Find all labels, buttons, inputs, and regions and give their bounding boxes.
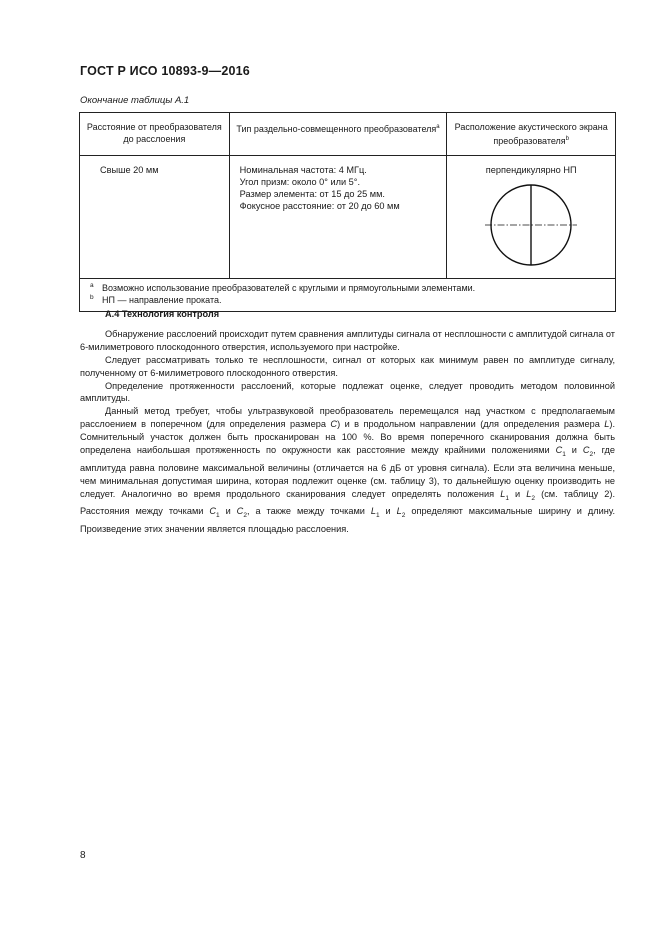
table-caption: Окончание таблицы А.1 (80, 95, 190, 106)
param-size: Размер элемента: от 15 до 25 мм. (239, 189, 385, 199)
table-row (80, 156, 616, 279)
header-screen-position: Расположение акустического экрана преобразователя$^b$ (447, 113, 616, 156)
section-body (80, 308, 615, 536)
footnote-b: b НП — направление проката. (90, 293, 222, 305)
paragraph-2: Следует рассматривать только те несплошности, сигнал от которых как минимум равен по амплитуде сигналу, полученному от 6-милиметрового плоскодонного отверстия. (80, 354, 615, 378)
paragraph-4: Данный метод требует, чтобы ультразвуковой преобразователь перемещался над участком с предполагаемым расслоением в поперечном (для определения размера С) и в продольном направлении (для определения размера L). Сомнительный участок должен быть просканирован на 100 %. Во время поперечного сканирования должна быть определена наибольшая протяженность по окружности как расстояние между крайними положениями $C_1$ и $C_2$, где амплитуда равна половине максимальной величины (отличается на 6 дБ от уровня сигнала). Если эта величина меньше, чем минимальная допустимая ширина, которая подлежит оценке (см. таблицу 3), то дальнейшую оценку производить не следует. Аналогично во время продольного сканирования следует определять положения $L_1$ и $L_2$ (см. таблицу 2). Расстояния между точками $C_1$ и $C_2$, а также между точками $L_1$ и $L_2$ определяют максимальные ширину и длину. Произведение этих значении является площадью расслоения. (80, 406, 616, 535)
param-angle: Угол призм: около 0° или 5°. (239, 177, 361, 187)
header-transducer-type: Тип раздельно-совмещенного преобразователя$^a$ (229, 113, 447, 156)
table-header-row (80, 113, 616, 156)
cell-distance: Свыше 20 мм (80, 156, 230, 279)
table-a1-end (79, 112, 616, 312)
table-notes-row (80, 279, 616, 312)
param-focus: Фокусное расстояние: от 20 до 60 мм (239, 201, 400, 211)
section-title: А.4 Технология контроля (105, 309, 220, 319)
document-header: ГОСТ Р ИСО 10893-9—2016 (80, 64, 250, 78)
paragraph-1: Обнаружение расслоений происходит путем сравнения амплитуды сигнала от несплошности с амплитудой сигнала от 6-милиметрового плоскодонного отверстия, используемого при настройке. (80, 328, 615, 352)
position-label: перпендикулярно НП (485, 165, 577, 175)
param-frequency: Номинальная частота: 4 МГц. (239, 165, 367, 175)
transducer-schema-diagram (481, 182, 581, 268)
page-number: 8 (80, 850, 86, 861)
footnote-a: a Возможно использование преобразователей с круглыми и прямоугольными элементами. (90, 282, 476, 293)
paragraph-3: Определение протяженности расслоений, которые подлежат оценке, следует проводить методом половинной амплитуды. (80, 380, 615, 404)
cell-position (447, 156, 616, 279)
header-distance: Расстояние от преобразователя до расслоения (80, 113, 230, 156)
cell-params (229, 156, 447, 279)
